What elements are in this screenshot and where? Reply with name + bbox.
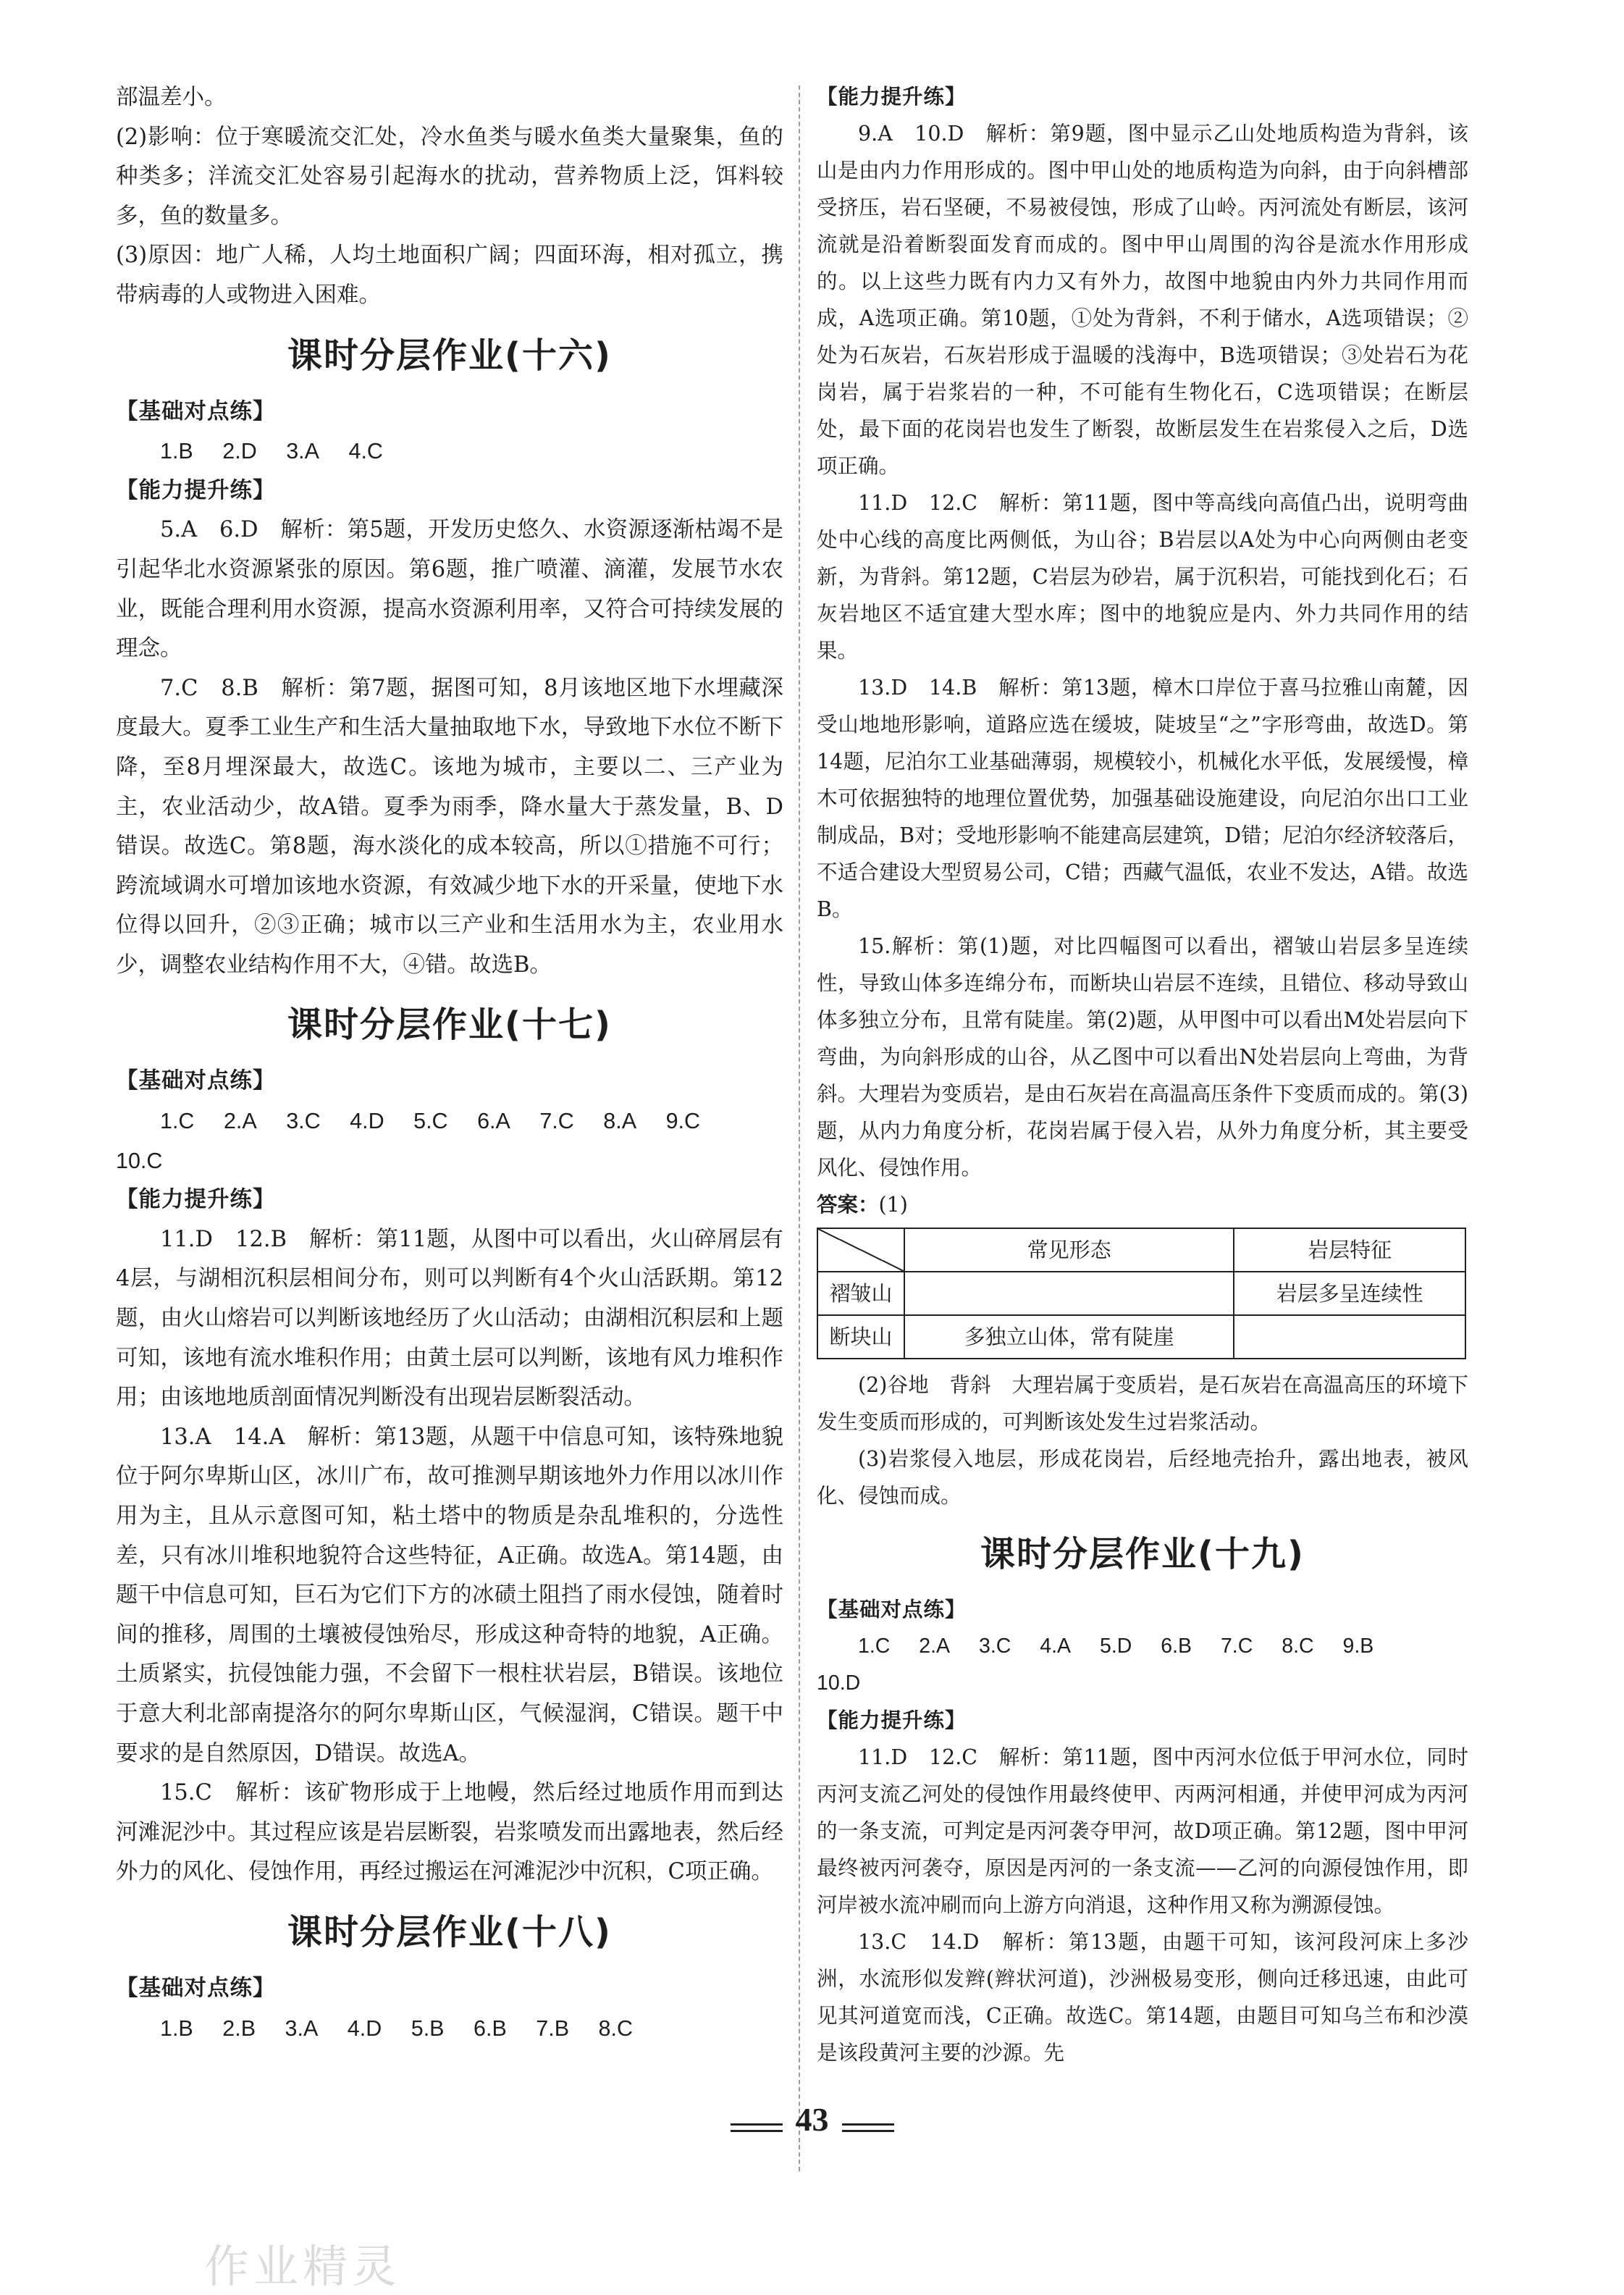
table-header: 常见形态 <box>904 1228 1234 1272</box>
table-cell <box>904 1272 1234 1315</box>
page-number-rule-right <box>842 2123 894 2132</box>
answer-item: 1.B <box>160 2015 193 2041</box>
answer-item: 5.D <box>1099 1635 1132 1658</box>
answer-item: 1.C <box>160 1109 195 1134</box>
basic-answers <box>116 1102 783 1141</box>
answer-item: 3.A <box>285 2015 319 2041</box>
answer-item: 7.B <box>536 2015 570 2041</box>
table-row <box>817 1272 1465 1315</box>
analysis-paragraph: 15.解析：第(1)题，对比四幅图可以看出，褶皱山岩层多呈连续性，导致山体多连绵分布，而断块山岩层不连续，且错位、移动导致山体多独立分布，且常有陡崖。第(2)题，从甲图中可以看出M处岩层向下弯曲，为向斜形成的山谷，从乙图中可以看出N处岩层向上弯曲，为背斜。大理岩为变质岩，是由石灰岩在高温高压条件下变质而成的。第(3)题，从内力角度分析，花岗岩属于侵入岩，从外力角度分析，其主要受风化、侵蚀作用。 <box>817 934 1468 1180</box>
basic-answers <box>116 2009 783 2049</box>
ability-practice-label: 【能力提升练】 <box>116 477 276 503</box>
ability-practice-label: 【能力提升练】 <box>817 85 967 109</box>
answer-item: 4.C <box>348 439 383 464</box>
answer-item: 3.C <box>286 1109 321 1134</box>
intro-line: (2)影响：位于寒暖流交汇处，冷水鱼类与暖水鱼类大量聚集，鱼的种类多；洋流交汇处容易引起海水的扰动，营养物质上泛，饵料较多，鱼的数量多。 <box>116 124 783 229</box>
answer-item: 10.D <box>817 1671 861 1695</box>
table-header-row <box>817 1228 1465 1272</box>
ability-practice-label: 【能力提升练】 <box>116 1187 276 1213</box>
answer-item: 6.A <box>477 1109 510 1134</box>
section-title: 课时分层作业(十八) <box>287 1911 612 1952</box>
answer-item: 6.B <box>1161 1635 1192 1658</box>
answer-item: 2.A <box>919 1635 951 1658</box>
answer-item: 2.A <box>223 1109 257 1134</box>
section-title: 课时分层作业(十六) <box>287 335 612 376</box>
section-title: 课时分层作业(十九) <box>980 1534 1305 1574</box>
analysis-paragraph: 11.D 12.B 解析：第11题，从图中可以看出，火山碎屑层有4层，与湖相沉积层相间分布，则可以判断有4个火山活跃期。第12题，由火山熔岩可以判断该地经历了火山活动；由湖相沉积层和上题可知，该地有流水堆积作用；由黄土层可以判断，该地有风力堆积作用；由该地地质剖面情况判断没有出现岩层断裂活动。 <box>116 1226 783 1411</box>
answer-item: 9.B <box>1342 1635 1374 1658</box>
answer-item: 8.C <box>598 2015 634 2041</box>
intro-line: (3)原因：地广人稀，人均土地面积广阔；四面环海，相对孤立，携带病毒的人或物进入困难。 <box>116 243 783 308</box>
watermark: 作业精灵 <box>204 2240 402 2293</box>
table-cell: 多独立山体，常有陡崖 <box>904 1315 1234 1359</box>
intro-line: 部温差小。 <box>116 85 227 110</box>
basic-answers-cont <box>116 1141 783 1181</box>
page-number-rule-left <box>731 2123 783 2132</box>
answer-item: 6.B <box>474 2015 507 2041</box>
answer-item: 5.B <box>411 2015 445 2041</box>
basic-answers-cont <box>817 1665 1468 1702</box>
column-divider <box>799 85 800 2171</box>
answer-item: 10.C <box>116 1148 163 1173</box>
basic-practice-label: 【基础对点练】 <box>116 398 276 424</box>
answer-item: 9.C <box>665 1109 701 1134</box>
answer-item: 7.C <box>539 1109 574 1134</box>
table-header: 岩层特征 <box>1234 1228 1465 1272</box>
basic-answers <box>116 432 783 471</box>
answer-item: 3.C <box>978 1635 1011 1658</box>
answer-sub: (1) <box>878 1193 908 1217</box>
analysis-paragraph: 15.C 解析：该矿物形成于上地幔，然后经过地质作用而到达河滩泥沙中。其过程应该是岩层断裂，岩浆喷发而出露地表，然后经外力的风化、侵蚀作用，再经过搬运在河滩泥沙中沉积，C项正确。 <box>116 1780 783 1885</box>
answer-item: 1.C <box>858 1635 891 1658</box>
analysis-paragraph: 11.D 12.C 解析：第11题，图中等高线向高值凸出，说明弯曲处中心线的高度比两侧低，为山谷；B岩层以A处为中心向两侧由老变新，为背斜。第12题，C岩层为砂岩，属于沉积岩，可能找到化石；石灰岩地区不适宜建大型水库；图中的地貌应是内、外力共同作用的结果。 <box>817 491 1468 663</box>
analysis-paragraph: 13.D 14.B 解析：第13题，樟木口岸位于喜马拉雅山南麓，因受山地地形影响，道路应选在缓坡，陡坡呈“之”字形弯曲，故选D。第14题，尼泊尔工业基础薄弱，规模较小，机械化水平低，发展缓慢，樟木可依据独特的地理位置优势，加强基础设施建设，向尼泊尔出口工业制成品，B对；受地形影响不能建高层建筑，D错；尼泊尔经济较落后，不适合建设大型贸易公司，C错；西藏气温低，农业不发达，A错。故选B。 <box>817 676 1468 921</box>
table-corner-cell <box>817 1228 904 1272</box>
basic-practice-label: 【基础对点练】 <box>116 1975 276 2001</box>
answer-item: 4.D <box>347 2015 382 2041</box>
answer-item: 4.A <box>1040 1635 1072 1658</box>
answer-item: 5.C <box>413 1109 448 1134</box>
basic-answers <box>817 1628 1468 1665</box>
right-column <box>817 78 1468 2071</box>
answer-item: 2.B <box>222 2015 256 2041</box>
answer-paragraph: (2)谷地 背斜 大理岩属于变质岩，是石灰岩在高温高压的环境下发生变质而形成的，可判断该处发生过岩浆活动。 <box>817 1373 1468 1434</box>
mountain-comparison-table <box>817 1228 1466 1359</box>
answer-item: 7.C <box>1220 1635 1253 1658</box>
analysis-paragraph: 11.D 12.C 解析：第11题，图中丙河水位低于甲河水位，同时丙河支流乙河处的侵蚀作用最终使甲、丙两河相通，并使甲河成为丙河的一条支流，可判定是丙河袭夺甲河，故D项正确。第12题，图中甲河最终被丙河袭夺，原因是丙河的一条支流——乙河的向源侵蚀作用，即河岸被水流冲刷而向上游方向消退，这种作用又称为溯源侵蚀。 <box>817 1745 1468 1917</box>
answer-label: 答案： <box>817 1193 879 1217</box>
answer-item: 8.A <box>603 1109 637 1134</box>
analysis-paragraph: 9.A 10.D 解析：第9题，图中显示乙山处地质构造为背斜，该山是由内力作用形成的。图中甲山处的地质构造为向斜，由于向斜槽部受挤压，岩石坚硬，不易被侵蚀，形成了山岭。丙河流处有断层，该河流就是沿着断裂面发育而成的。图中甲山周围的沟谷是流水作用形成的。以上这些力既有内力又有外力，故图中地貌由内外力共同作用而成，A选项正确。第10题，①处为背斜，不利于储水，A选项错误；②处为石灰岩，石灰岩形成于温暖的浅海中，B选项错误；③处岩石为花岗岩，属于岩浆岩的一种，不可能有生物化石，C选项错误；在断层处，最下面的花岗岩也发生了断裂，故断层发生在岩浆侵入之后，D选项正确。 <box>817 122 1468 478</box>
analysis-paragraph: 13.C 14.D 解析：第13题，由题干可知，该河段河床上多沙洲，水流形似发辫(辫状河道)，沙洲极易变形，侧向迁移迅速，由此可见其河道宽而浅，C正确。故选C。第14题，由题目可知乌兰布和沙漠是该段黄河主要的沙源。先 <box>817 1930 1468 2065</box>
answer-item: 2.D <box>222 439 257 464</box>
analysis-paragraph: 5.A 6.D 解析：第5题，开发历史悠久、水资源逐渐枯竭不是引起华北水资源紧张的原因。第6题，推广喷灌、滴灌，发展节水农业，既能合理利用水资源，提高水资源利用率，又符合可持续发展的理念。 <box>116 517 783 662</box>
answer-item: 1.B <box>160 439 193 464</box>
analysis-paragraph: 7.C 8.B 解析：第7题，据图可知，8月该地区地下水埋藏深度最大。夏季工业生产和生活大量抽取地下水，导致地下水位不断下降，至8月埋深最大，故选C。该地为城市，主要以二、三产业为主，农业活动少，故A错。夏季为雨季，降水量大于蒸发量，B、D错误。故选C。第8题，海水淡化的成本较高，所以①措施不可行；跨流域调水可增加该地水资源，有效减少地下水的开采量，使地下水位得以回升，②③正确；城市以三产业和生活用水为主，农业用水少，调整农业结构作用不大，④错。故选B。 <box>116 675 783 978</box>
table-row <box>817 1315 1465 1359</box>
row-label: 断块山 <box>817 1315 904 1359</box>
ability-practice-label: 【能力提升练】 <box>817 1708 967 1732</box>
answer-paragraph: (3)岩浆侵入地层，形成花岗岩，后经地壳抬升，露出地表，被风化、侵蚀而成。 <box>817 1447 1468 1508</box>
page-number-value: 43 <box>795 2101 829 2138</box>
table-cell: 岩层多呈连续性 <box>1234 1272 1465 1315</box>
answer-item: 4.D <box>350 1109 384 1134</box>
basic-practice-label: 【基础对点练】 <box>817 1598 967 1621</box>
left-column <box>116 78 783 2048</box>
basic-practice-label: 【基础对点练】 <box>116 1068 276 1094</box>
answer-header <box>817 1186 1468 1223</box>
row-label: 褶皱山 <box>817 1272 904 1315</box>
answer-item: 3.A <box>286 439 319 464</box>
answer-item: 8.C <box>1282 1635 1314 1658</box>
table-cell <box>1234 1315 1465 1359</box>
analysis-paragraph: 13.A 14.A 解析：第13题，从题干中信息可知，该特殊地貌位于阿尔卑斯山区，冰川广布，故可推测早期该地外力作用以冰川作用为主，且从示意图可知，粘土塔中的物质是杂乱堆积的，分选性差，只有冰川堆积地貌符合这些特征，A正确。故选A。第14题，由题干中信息可知，巨石为它们下方的冰碛土阻挡了雨水侵蚀，随着时间的推移，周围的土壤被侵蚀殆尽，形成这种奇特的地貌，A正确。土质紧实，抗侵蚀能力强，不会留下一根柱状岩层，B错误。该地位于意大利北部南提洛尔的阿尔卑斯山区，气候湿润，C错误。题干中要求的是自然原因，D错误。故选A。 <box>116 1424 783 1766</box>
section-title: 课时分层作业(十七) <box>287 1004 612 1046</box>
page-number <box>0 2100 1624 2139</box>
